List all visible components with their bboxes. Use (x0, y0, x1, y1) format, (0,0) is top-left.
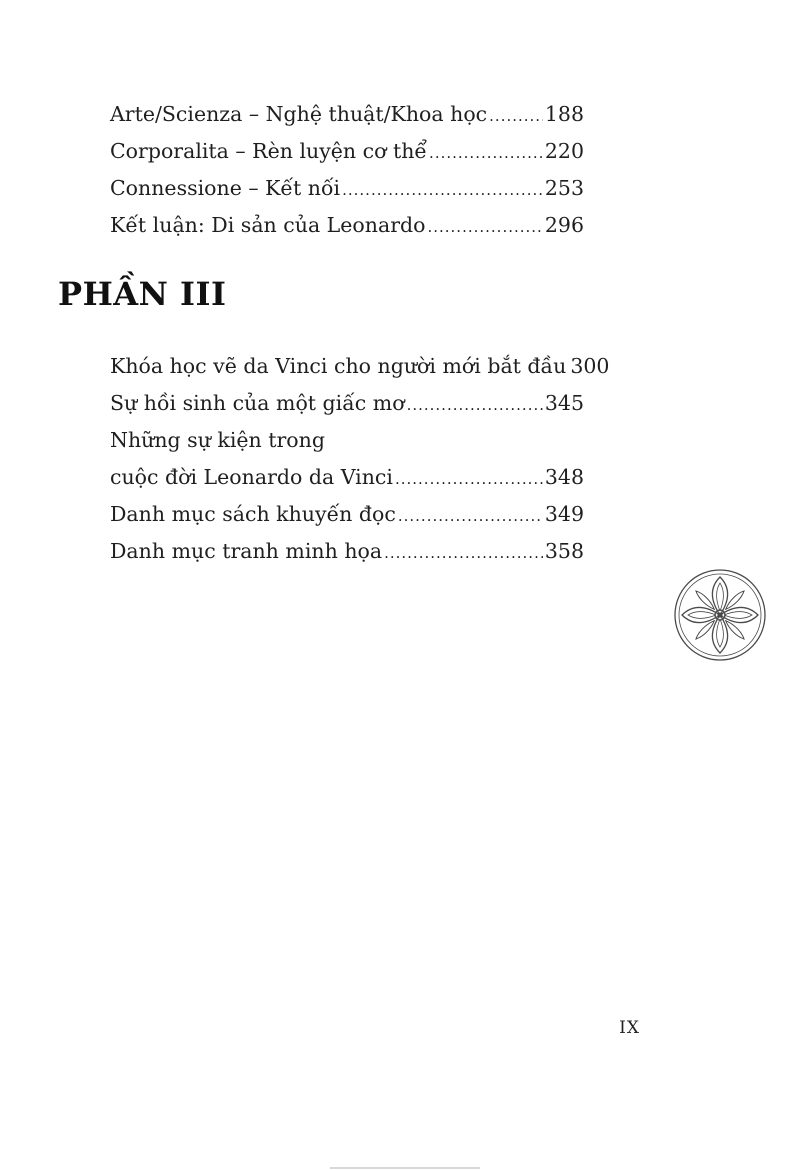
section-heading: PHẦN III (58, 275, 227, 313)
dot-leader (489, 98, 543, 135)
dot-leader (429, 135, 543, 172)
dot-leader (342, 172, 543, 209)
toc-entry-page: 345 (544, 391, 584, 415)
toc-entry-page: 349 (544, 502, 584, 526)
rosette-ornament-icon (672, 567, 768, 663)
toc-entry-title: cuộc đời Leonardo da Vinci (110, 465, 393, 489)
dot-leader (427, 209, 542, 246)
toc-entry-title: Những sự kiện trong (110, 428, 325, 452)
toc-entry-title: Arte/Scienza – Nghệ thuật/Khoa học (110, 102, 488, 126)
dot-leader (407, 387, 543, 424)
toc-entry-page: 358 (544, 539, 584, 563)
toc-entry-title: Corporalita – Rèn luyện cơ thể (110, 139, 428, 163)
toc-entry[interactable] (110, 533, 584, 570)
toc-entry[interactable] (110, 459, 584, 496)
dot-leader (384, 535, 543, 572)
toc-entry[interactable] (110, 133, 584, 170)
toc-entry-title: Danh mục tranh minh họa (110, 539, 383, 563)
toc-entry[interactable] (110, 170, 584, 207)
page-edge-line (330, 1167, 480, 1169)
toc-entry[interactable] (110, 96, 584, 133)
toc-entry-title: Danh mục sách khuyến đọc (110, 502, 396, 526)
toc-entry-page: 300 (570, 354, 610, 378)
dot-leader (395, 461, 543, 498)
toc-entry-page: 296 (544, 213, 584, 237)
toc-entry[interactable] (110, 385, 584, 422)
toc-entry-title: Connessione – Kết nối (110, 176, 341, 200)
toc-entry-page: 220 (544, 139, 584, 163)
toc-entry[interactable] (110, 496, 584, 533)
dot-leader (398, 498, 543, 535)
toc-entry-page: 348 (544, 465, 584, 489)
toc-entry-continued[interactable] (110, 422, 584, 459)
toc-entry-title: Sự hồi sinh của một giấc mơ (110, 391, 405, 415)
toc-entry-title: Khóa học vẽ da Vinci cho người mới bắt đầu (110, 354, 567, 378)
toc-entry[interactable] (110, 207, 584, 244)
toc-entry-page: 253 (544, 176, 584, 200)
toc-entry[interactable] (110, 348, 610, 385)
toc-entry-page: 188 (544, 102, 584, 126)
toc-entry-title: Kết luận: Di sản của Leonardo (110, 213, 426, 237)
toc-list-top (110, 96, 584, 244)
toc-list-bottom (110, 348, 610, 570)
page-number: IX (619, 1018, 640, 1038)
